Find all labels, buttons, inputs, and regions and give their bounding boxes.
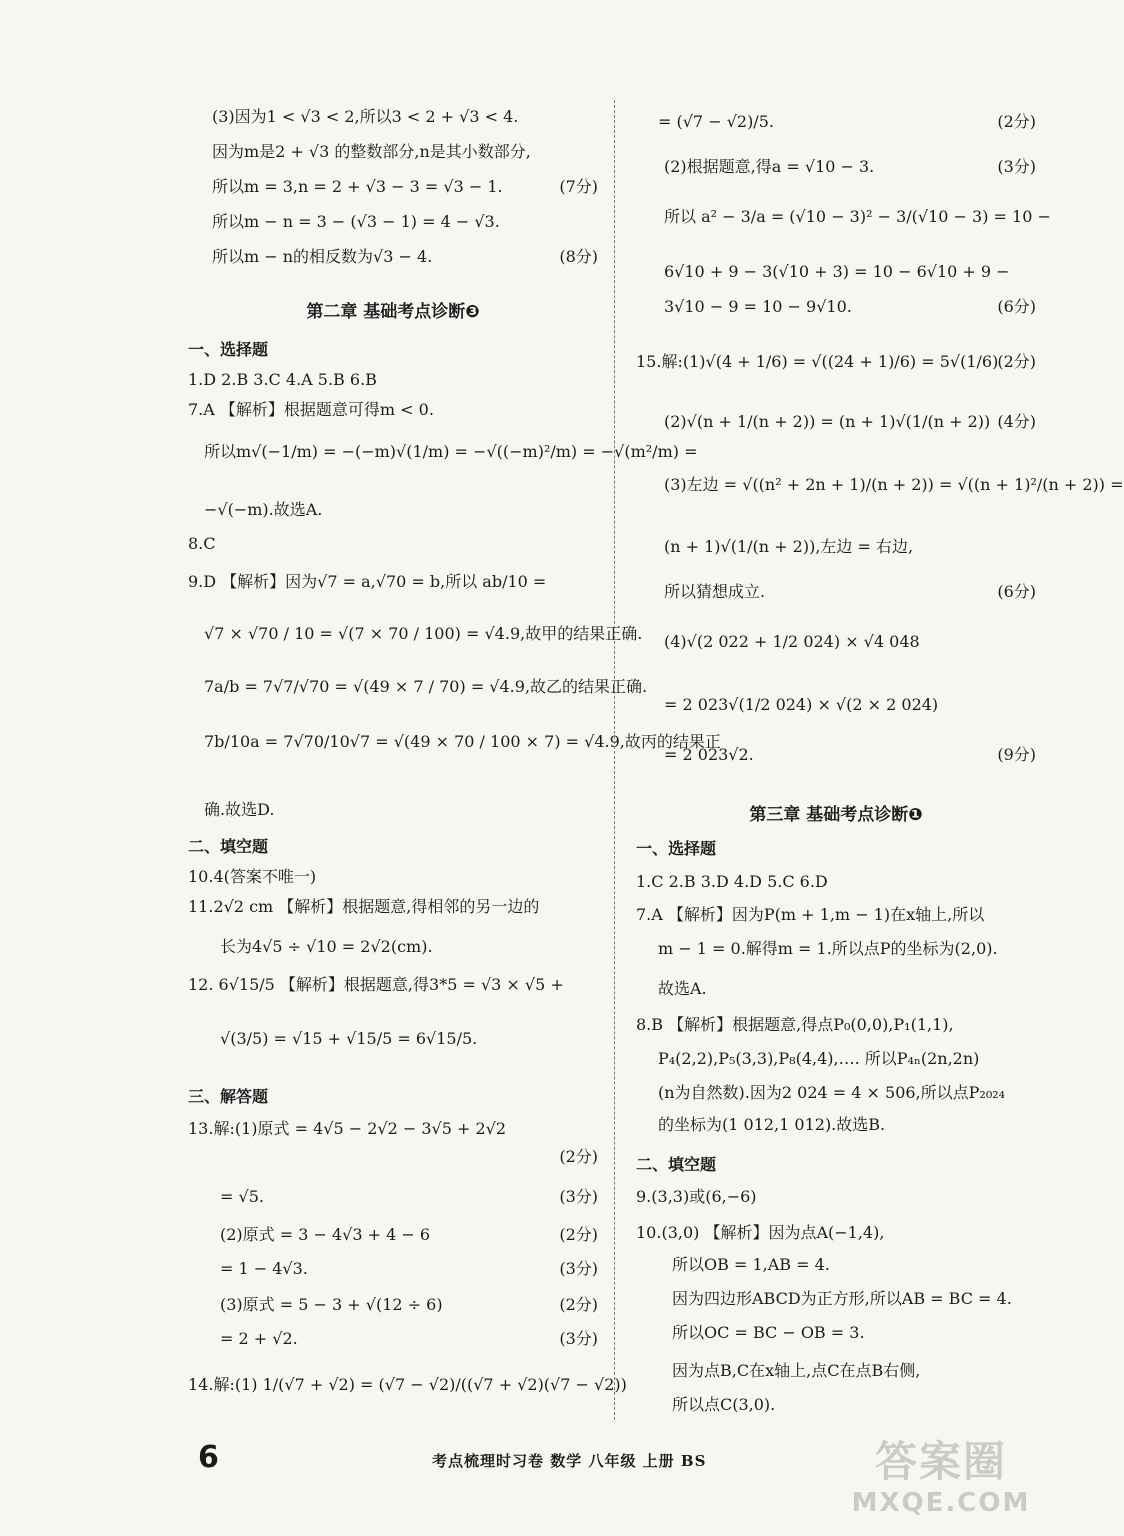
line-text: (2)√(n + 1/(n + 2)) = (n + 1)√(1/(n + 2)) [664,412,991,431]
score-label: (3分) [559,1259,598,1278]
line-text: 8.B 【解析】根据题意,得点P₀(0,0),P₁(1,1), [636,1015,954,1034]
line-text: 确.故选D. [204,800,275,819]
line-text: 9.(3,3)或(6,−6) [636,1187,757,1206]
line-text: 所以m = 3,n = 2 + √3 − 3 = √3 − 1. [212,177,503,196]
line-text: 13.解:(1)原式 = 4√5 − 2√2 − 3√5 + 2√2 [188,1119,507,1138]
line-text: m − 1 = 0.解得m = 1.所以点P的坐标为(2,0). [658,939,998,958]
line-text: −√(−m).故选A. [204,500,323,519]
line-text: 所以OC = BC − OB = 3. [672,1323,865,1342]
line-text: = √5. [220,1187,264,1206]
line-text: P₄(2,2),P₅(3,3),P₈(4,4),…. 所以P₄ₙ(2n,2n) [658,1049,980,1068]
line-text: 所以m − n = 3 − (√3 − 1) = 4 − √3. [212,212,500,231]
score-label: (8分) [559,247,598,266]
line-text: = 1 − 4√3. [220,1259,308,1278]
score-label: (2分) [997,352,1036,371]
score-label: (9分) [997,745,1036,764]
line-text: 1.D 2.B 3.C 4.A 5.B 6.B [188,370,377,389]
line-text: 因为四边形ABCD为正方形,所以AB = BC = 4. [672,1289,1012,1308]
line-text: (n + 1)√(1/(n + 2)),左边 = 右边, [664,537,914,556]
line-text: 7.A 【解析】因为P(m + 1,m − 1)在x轴上,所以 [636,905,985,924]
line-text: (2)根据题意,得a = √10 − 3. [664,157,875,176]
line-text: 8.C [188,534,216,553]
line-text: 1.C 2.B 3.D 4.D 5.C 6.D [636,872,828,891]
score-label: (7分) [559,177,598,196]
watermark-text: 答案圈 [874,1437,1007,1486]
column-divider [614,100,615,1420]
score-label: (2分) [997,112,1036,131]
line-text: √7 × √70 / 10 = √(7 × 70 / 100) = √4.9,故甲的结果正确. [204,624,643,643]
line-text: 所以m − n的相反数为√3 − 4. [212,247,433,266]
line-text: 一、选择题 [188,340,269,359]
line-text: 三、解答题 [188,1087,269,1106]
line-text: 11.2√2 cm 【解析】根据题意,得相邻的另一边的 [188,897,540,916]
score-label: (3分) [997,157,1036,176]
score-label: (3分) [559,1329,598,1348]
line-text: 3√10 − 9 = 10 − 9√10. [664,297,852,316]
score-label: (3分) [559,1187,598,1206]
line-text: 12. 6√15/5 【解析】根据题意,得3*5 = √3 × √5 + [188,975,564,994]
line-text: = 2 + √2. [220,1329,298,1348]
line-text: 9.D 【解析】因为√7 = a,√70 = b,所以 ab/10 = [188,572,547,591]
line-text: 所以点C(3,0). [672,1395,776,1414]
line-text: 第二章 基础考点诊断❸ [306,302,480,322]
watermark-url: MXQE.COM [851,1488,1031,1518]
line-text: (4)√(2 022 + 1/2 024) × √4 048 [664,632,920,651]
line-text: 7b/10a = 7√70/10√7 = √(49 × 70 / 100 × 7) = √4.9,故丙的结果正 [204,732,721,751]
line-text: 所以 a² − 3/a = (√10 − 3)² − 3/(√10 − 3) = 10 − [664,207,1051,226]
watermark-logo [838,1436,1044,1528]
line-text: 第三章 基础考点诊断❶ [749,805,923,825]
right-line [636,804,1036,826]
score-label: (6分) [997,297,1036,316]
score-label: (2分) [559,1295,598,1314]
line-text: (3)原式 = 5 − 3 + √(12 ÷ 6) [220,1295,443,1314]
left-line [188,301,598,323]
line-text: 二、填空题 [188,837,269,856]
line-text: 6√10 + 9 − 3(√10 + 3) = 10 − 6√10 + 9 − [664,262,1010,281]
line-text: (3)因为1 < √3 < 2,所以3 < 2 + √3 < 4. [212,107,519,126]
line-text: (3)左边 = √((n² + 2n + 1)/(n + 2)) = √((n + 1)²/(n + 2)) = [664,475,1124,494]
score-label: (2分) [559,1225,598,1244]
line-text: 二、填空题 [636,1155,717,1174]
line-text: 长为4√5 ÷ √10 = 2√2(cm). [220,937,433,956]
line-text: 一、选择题 [636,839,717,858]
line-text: 所以m√(−1/m) = −(−m)√(1/m) = −√((−m)²/m) = −√(m²/m) = [204,442,698,461]
score-label: (4分) [997,412,1036,431]
score-label: (2分) [559,1147,598,1166]
line-text: 因为m是2 + √3 的整数部分,n是其小数部分, [212,142,531,161]
line-text: 15.解:(1)√(4 + 1/6) = √((24 + 1)/6) = 5√(1/6) [636,352,999,371]
line-text: 10.4(答案不唯一) [188,867,317,886]
line-text: 因为点B,C在x轴上,点C在点B右侧, [672,1361,921,1380]
line-text: 7a/b = 7√7/√70 = √(49 × 7 / 70) = √4.9,故乙的结果正确. [204,677,648,696]
line-text: 所以猜想成立. [664,582,766,601]
score-label: (6分) [997,582,1036,601]
line-text: 所以OB = 1,AB = 4. [672,1255,830,1274]
line-text: = 2 023√2. [664,745,754,764]
line-text: (2)原式 = 3 − 4√3 + 4 − 6 [220,1225,431,1244]
line-text: (n为自然数).因为2 024 = 4 × 506,所以点P₂₀₂₄ [658,1083,1006,1102]
line-text: 14.解:(1) 1/(√7 + √2) = (√7 − √2)/((√7 + √2)(√7 − √2)) [188,1375,627,1394]
line-text: = (√7 − √2)/5. [658,112,774,131]
line-text: 故选A. [658,979,707,998]
page-number: 6 [198,1440,219,1475]
line-text: = 2 023√(1/2 024) × √(2 × 2 024) [664,695,939,714]
line-text: 10.(3,0) 【解析】因为点A(−1,4), [636,1223,885,1242]
footer-title: 考点梳理时习卷 数学 八年级 上册 BS [432,1452,707,1470]
line-text: 的坐标为(1 012,1 012).故选B. [658,1115,886,1134]
line-text: 7.A 【解析】根据题意可得m < 0. [188,400,434,419]
line-text: √(3/5) = √15 + √15/5 = 6√15/5. [220,1029,478,1048]
